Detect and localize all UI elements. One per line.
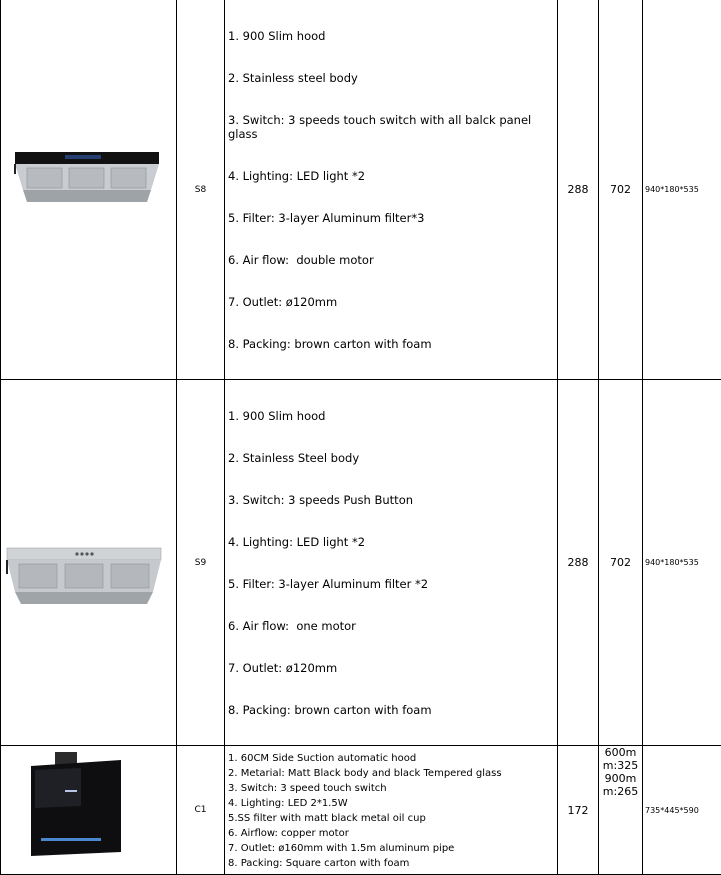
model-code: C1 <box>177 746 225 875</box>
model-code: S8 <box>177 0 225 380</box>
spec-line: 7. Outlet: ø120mm <box>228 295 557 309</box>
product-image-cell <box>1 746 177 875</box>
spec-line: 6. Air flow: one motor <box>228 619 557 633</box>
quantity-value: 172 <box>558 746 599 875</box>
spec-line: 5. Filter: 3-layer Aluminum filter*3 <box>228 211 557 225</box>
spec-line: 8. Packing: brown carton with foam <box>228 337 557 351</box>
capacity-value: 702 <box>599 0 643 380</box>
spec-line: 3. Switch: 3 speeds touch switch with all balck panel glass <box>228 113 557 141</box>
spec-line: 7. Outlet: ø120mm <box>228 661 557 675</box>
spec-line: 3. Switch: 3 speed touch switch <box>228 781 557 796</box>
capacity-value: 600m m:325 900m m:265 <box>599 746 643 875</box>
table-row <box>1 0 721 380</box>
range-hood-s8-image <box>1 102 176 273</box>
quantity-value: 288 <box>558 380 599 746</box>
spec-line: 2. Metarial: Matt Black body and black Tempered glass <box>228 766 557 781</box>
model-code: S9 <box>177 380 225 746</box>
spec-line: 4. Lighting: LED light *2 <box>228 535 557 549</box>
spec-line: 5.SS filter with matt black metal oil cup <box>228 811 557 826</box>
product-image-cell <box>1 380 177 746</box>
spec-line: 3. Switch: 3 speeds Push Button <box>228 493 557 507</box>
spec-list <box>225 746 558 875</box>
spec-line: 1. 900 Slim hood <box>228 29 557 43</box>
spec-line: 7. Outlet: ø160mm with 1.5m aluminum pipe <box>228 841 557 856</box>
range-hood-s9-image <box>1 480 176 641</box>
range-hood-c1-image <box>1 746 176 870</box>
spec-line: 6. Air flow: double motor <box>228 253 557 267</box>
spec-line: 6. Airflow: copper motor <box>228 826 557 841</box>
spec-line: 4. Lighting: LED light *2 <box>228 169 557 183</box>
capacity-value: 702 <box>599 380 643 746</box>
table-row <box>1 380 721 746</box>
spec-list <box>225 0 558 380</box>
dimensions-value: 940*180*535 <box>643 380 721 746</box>
dimensions-value: 735*445*590 <box>643 746 721 875</box>
spec-line: 2. Stainless steel body <box>228 71 557 85</box>
quantity-value: 288 <box>558 0 599 380</box>
spec-line: 8. Packing: Square carton with foam <box>228 856 557 871</box>
spec-line: 1. 900 Slim hood <box>228 409 557 423</box>
spec-list <box>225 380 558 746</box>
spec-line: 4. Lighting: LED 2*1.5W <box>228 796 557 811</box>
spec-line: 5. Filter: 3-layer Aluminum filter *2 <box>228 577 557 591</box>
spec-line: 1. 60CM Side Suction automatic hood <box>228 751 557 766</box>
dimensions-value: 940*180*535 <box>643 0 721 380</box>
table-row <box>1 746 721 875</box>
spec-line: 8. Packing: brown carton with foam <box>228 703 557 717</box>
product-image-cell <box>1 0 177 380</box>
spec-line: 2. Stainless Steel body <box>228 451 557 465</box>
